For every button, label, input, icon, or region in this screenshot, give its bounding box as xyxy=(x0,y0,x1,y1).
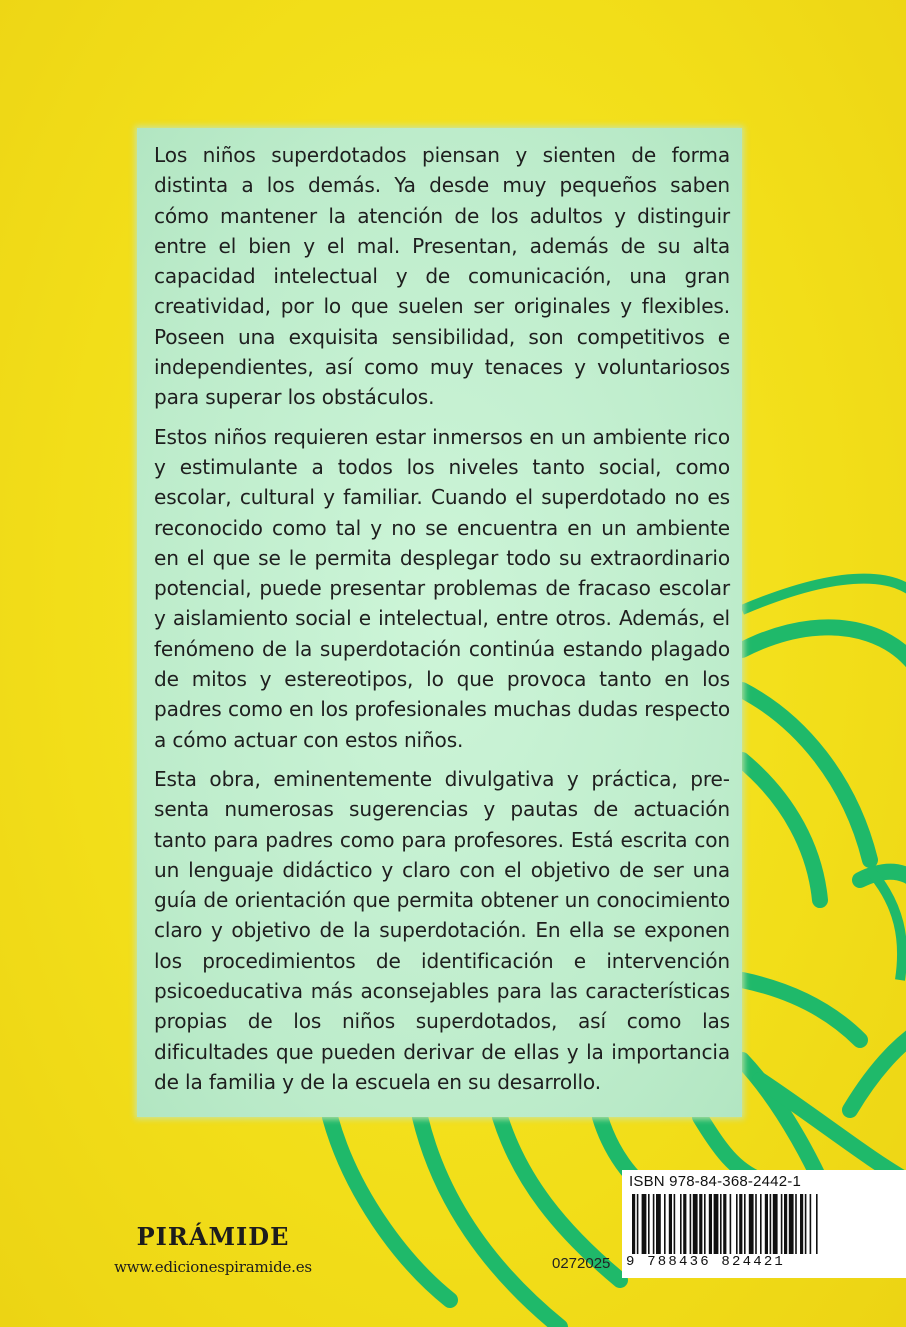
back-cover-blurb xyxy=(137,128,742,1117)
barcode-bar xyxy=(632,1194,635,1256)
barcode-bar xyxy=(765,1194,768,1256)
product-code: 0272025 xyxy=(552,1255,611,1272)
barcode-bar xyxy=(730,1194,732,1256)
barcode-bar xyxy=(755,1194,757,1256)
barcode-bar xyxy=(723,1194,726,1256)
isbn-label: ISBN 978-84-368-2442-1 xyxy=(629,1173,802,1190)
barcode-bar xyxy=(773,1194,778,1256)
barcode-bar xyxy=(664,1194,666,1256)
barcode-bar xyxy=(669,1194,672,1256)
barcode-bar xyxy=(781,1194,783,1256)
barcode-panel xyxy=(622,1170,906,1278)
barcode-bar xyxy=(720,1194,722,1256)
barcode-bar xyxy=(739,1194,742,1256)
barcode-bar xyxy=(749,1194,754,1256)
barcode-bar xyxy=(648,1194,650,1256)
barcode-bar xyxy=(714,1194,719,1256)
barcode-bar xyxy=(693,1194,698,1256)
barcode-digits: 9 788436 824421 xyxy=(626,1254,902,1270)
barcode-bar xyxy=(795,1194,797,1256)
blurb-paragraph-2: Estos niños requieren estar inmersos en un ambiente rico y estimulante a todos los niveles tanto social, como escolar, cultural y familiar. Cuando el superdotado no es reconocido como tal y no se encuentra en un ambiente en el que se le permita desplegar todo su extraordinario potencial, puede presentar problemas de fracaso escolar y aislamiento social e intelectual, entre otros. Además, el fenómeno de la superdotación continúa estando plagado de mitos y estereotipos, lo que provoca tanto en los padres como en los profesionales muchas dudas respecto a cómo actuar con estos niños. xyxy=(154,424,730,752)
barcode-bar xyxy=(690,1194,692,1256)
barcode-bar xyxy=(656,1194,661,1256)
barcode-bar xyxy=(674,1194,676,1256)
barcode-bar xyxy=(736,1194,738,1256)
publisher-logo: PIRÁMIDE xyxy=(136,1222,290,1251)
barcode-bar xyxy=(637,1194,639,1256)
barcode-bar xyxy=(653,1194,655,1256)
barcode-bar xyxy=(760,1194,762,1256)
barcode-bar xyxy=(770,1194,772,1256)
barcode-bar xyxy=(699,1194,702,1256)
barcode-bar xyxy=(810,1194,812,1256)
barcode-bar xyxy=(805,1194,807,1256)
barcode-icon xyxy=(628,1194,900,1256)
barcode-bar xyxy=(784,1194,787,1256)
barcode-bar xyxy=(642,1194,647,1256)
publisher-url: www.edicionespiramide.es xyxy=(114,1258,312,1276)
barcode-bar xyxy=(816,1194,818,1256)
barcode-bar xyxy=(704,1194,706,1256)
barcode-bar xyxy=(680,1194,682,1256)
barcode-bar xyxy=(789,1194,794,1256)
barcode-bar xyxy=(709,1194,712,1256)
publisher-block xyxy=(108,1222,318,1278)
barcode-bar xyxy=(683,1194,686,1256)
blurb-paragraph-1: Los niños superdotados piensan y sienten de forma distinta a los demás. Ya desde muy pequeños saben cómo mantener la atención de los adultos y distinguir entre el bien y el mal. Presentan, además de su alta capacidad intelectual y de comunicación, una gran creatividad, por lo que suelen ser originales y flexibles. Poseen una exquisita sensibilidad, son competitivos e independientes, así como muy tenaces y voluntariosos para superar los obstáculos. xyxy=(154,143,730,410)
barcode-bar xyxy=(800,1194,803,1256)
blurb-paragraph-3: Esta obra, eminentemente divulgativa y práctica, presenta numerosas sugerencias y pautas de actuación tanto para padres como para profesores. Está escrita con un lenguaje didáctico y claro con el objetivo de ser una guía de orientación que permita obtener un conocimiento claro y objetivo de la superdotación. En ella se exponen los procedimientos de identificación e intervención psicoeducativa más aconsejables para las características propias de los niños superdotados, así como las dificultades que pueden derivar de ellas y la importancia de la familia y de la escuela en su desarrollo. xyxy=(154,766,730,1094)
barcode-bar xyxy=(744,1194,746,1256)
